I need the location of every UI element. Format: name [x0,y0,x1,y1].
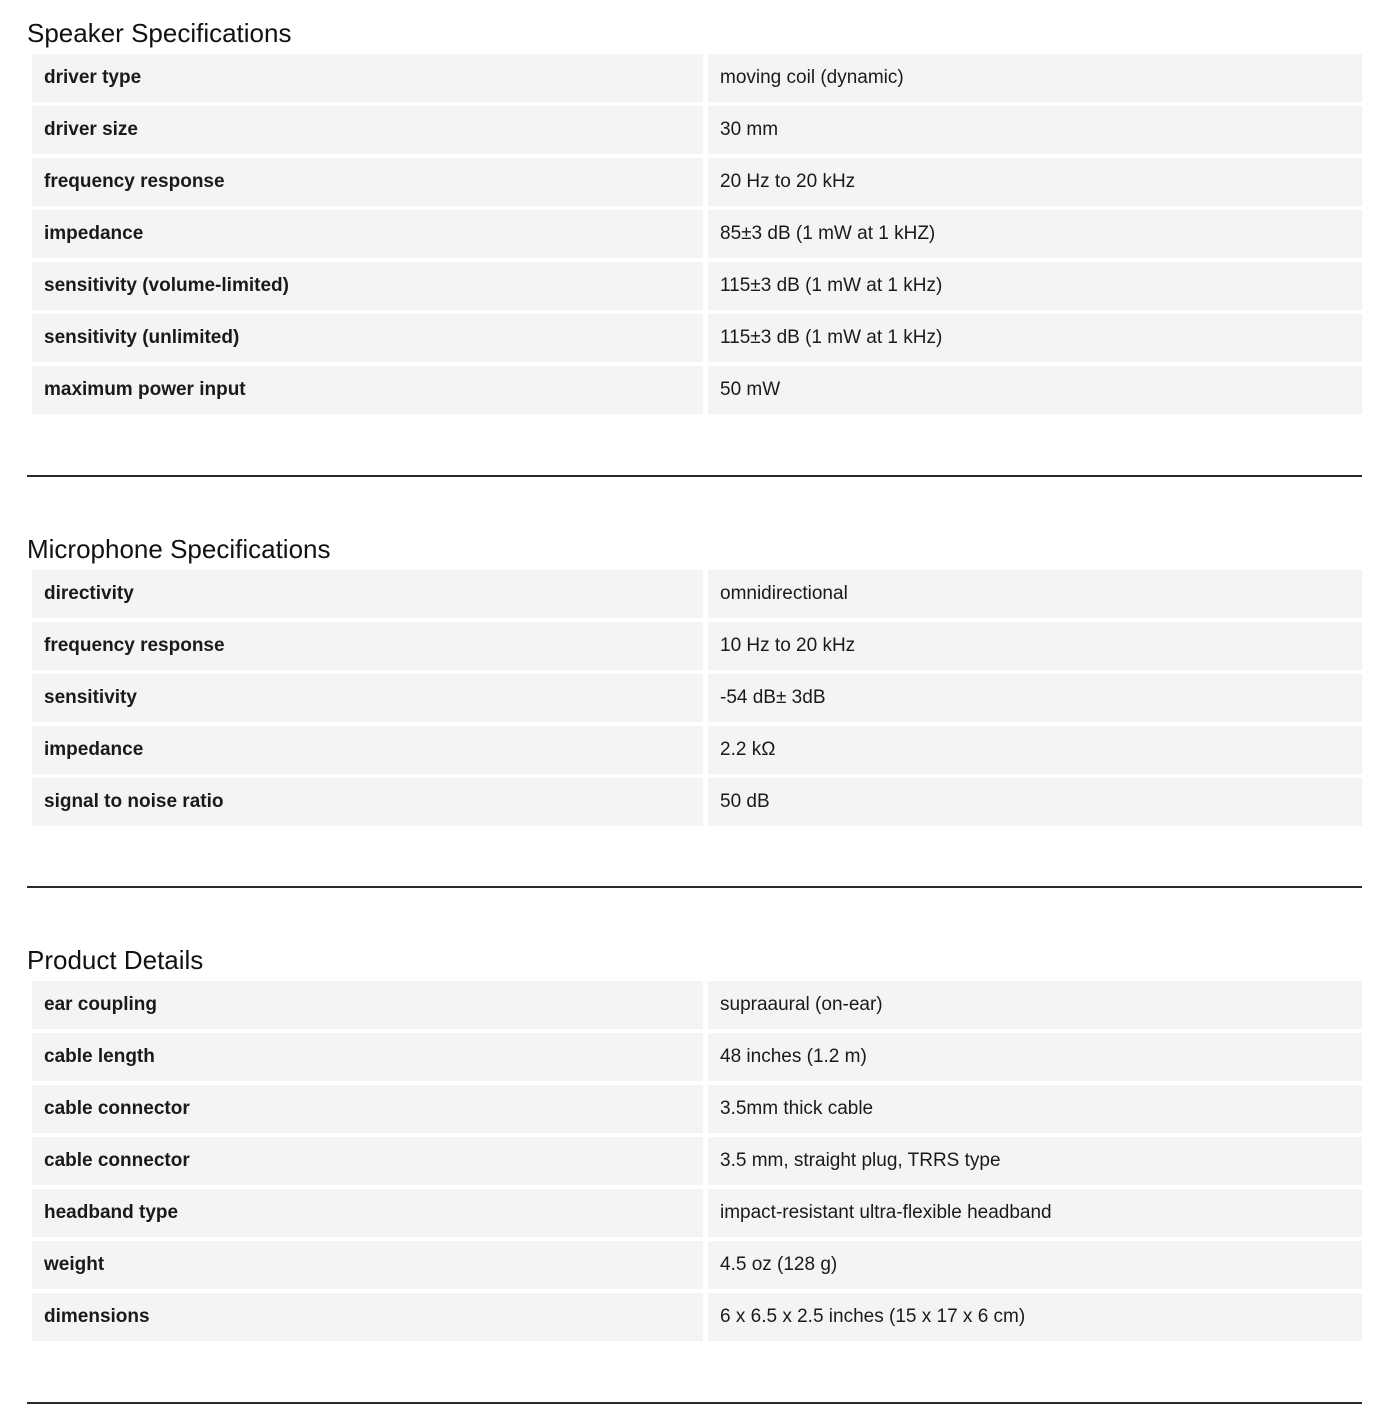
section-divider [27,475,1362,477]
spec-label: frequency response [32,622,703,670]
section-title: Speaker Specifications [27,18,292,48]
spec-value: moving coil (dynamic) [708,54,1362,102]
section-divider [27,1402,1362,1404]
spec-value: impact-resistant ultra-flexible headband [708,1189,1362,1237]
spec-value: 20 Hz to 20 kHz [708,158,1362,206]
spec-label: sensitivity (unlimited) [32,314,703,362]
table-row [32,210,1362,258]
spec-value: 4.5 oz (128 g) [708,1241,1362,1289]
spec-value: 30 mm [708,106,1362,154]
table-row [32,778,1362,826]
spec-label: cable connector [32,1137,703,1185]
table-row [32,1137,1362,1185]
spec-value: 10 Hz to 20 kHz [708,622,1362,670]
spec-label: maximum power input [32,366,703,414]
table-row [32,54,1362,102]
table-row [32,726,1362,774]
table-row [32,1085,1362,1133]
section-divider [27,886,1362,888]
spec-label: headband type [32,1189,703,1237]
table-row [32,1293,1362,1341]
spec-label: sensitivity [32,674,703,722]
section-title: Microphone Specifications [27,534,331,564]
table-row [32,674,1362,722]
spec-label: impedance [32,726,703,774]
speaker-spec-table [27,50,1367,418]
spec-value: 50 mW [708,366,1362,414]
table-row [32,1189,1362,1237]
spec-value: 115±3 dB (1 mW at 1 kHz) [708,262,1362,310]
product-details-table [27,977,1367,1345]
spec-label: directivity [32,570,703,618]
spec-value: 6 x 6.5 x 2.5 inches (15 x 17 x 6 cm) [708,1293,1362,1341]
spec-value: 3.5mm thick cable [708,1085,1362,1133]
spec-label: frequency response [32,158,703,206]
table-row [32,1033,1362,1081]
table-row [32,262,1362,310]
spec-label: impedance [32,210,703,258]
microphone-specifications-section [27,534,1367,830]
spec-label: weight [32,1241,703,1289]
spec-label: cable length [32,1033,703,1081]
table-row [32,1241,1362,1289]
spec-value: -54 dB± 3dB [708,674,1362,722]
speaker-specifications-section [27,18,1367,418]
table-row [32,570,1362,618]
spec-value: 50 dB [708,778,1362,826]
spec-label: dimensions [32,1293,703,1341]
table-row [32,314,1362,362]
spec-label: sensitivity (volume-limited) [32,262,703,310]
spec-label: driver type [32,54,703,102]
table-row [32,106,1362,154]
spec-value: 2.2 kΩ [708,726,1362,774]
spec-value: 48 inches (1.2 m) [708,1033,1362,1081]
product-details-section [27,945,1367,1345]
section-title: Product Details [27,945,204,975]
spec-value: omnidirectional [708,570,1362,618]
table-row [32,981,1362,1029]
spec-label: driver size [32,106,703,154]
spec-label: ear coupling [32,981,703,1029]
table-row [32,622,1362,670]
spec-label: cable connector [32,1085,703,1133]
spec-value: supraaural (on-ear) [708,981,1362,1029]
spec-value: 3.5 mm, straight plug, TRRS type [708,1137,1362,1185]
spec-value: 115±3 dB (1 mW at 1 kHz) [708,314,1362,362]
spec-value: 85±3 dB (1 mW at 1 kHZ) [708,210,1362,258]
table-row [32,366,1362,414]
table-row [32,158,1362,206]
microphone-spec-table [27,566,1367,830]
spec-label: signal to noise ratio [32,778,703,826]
